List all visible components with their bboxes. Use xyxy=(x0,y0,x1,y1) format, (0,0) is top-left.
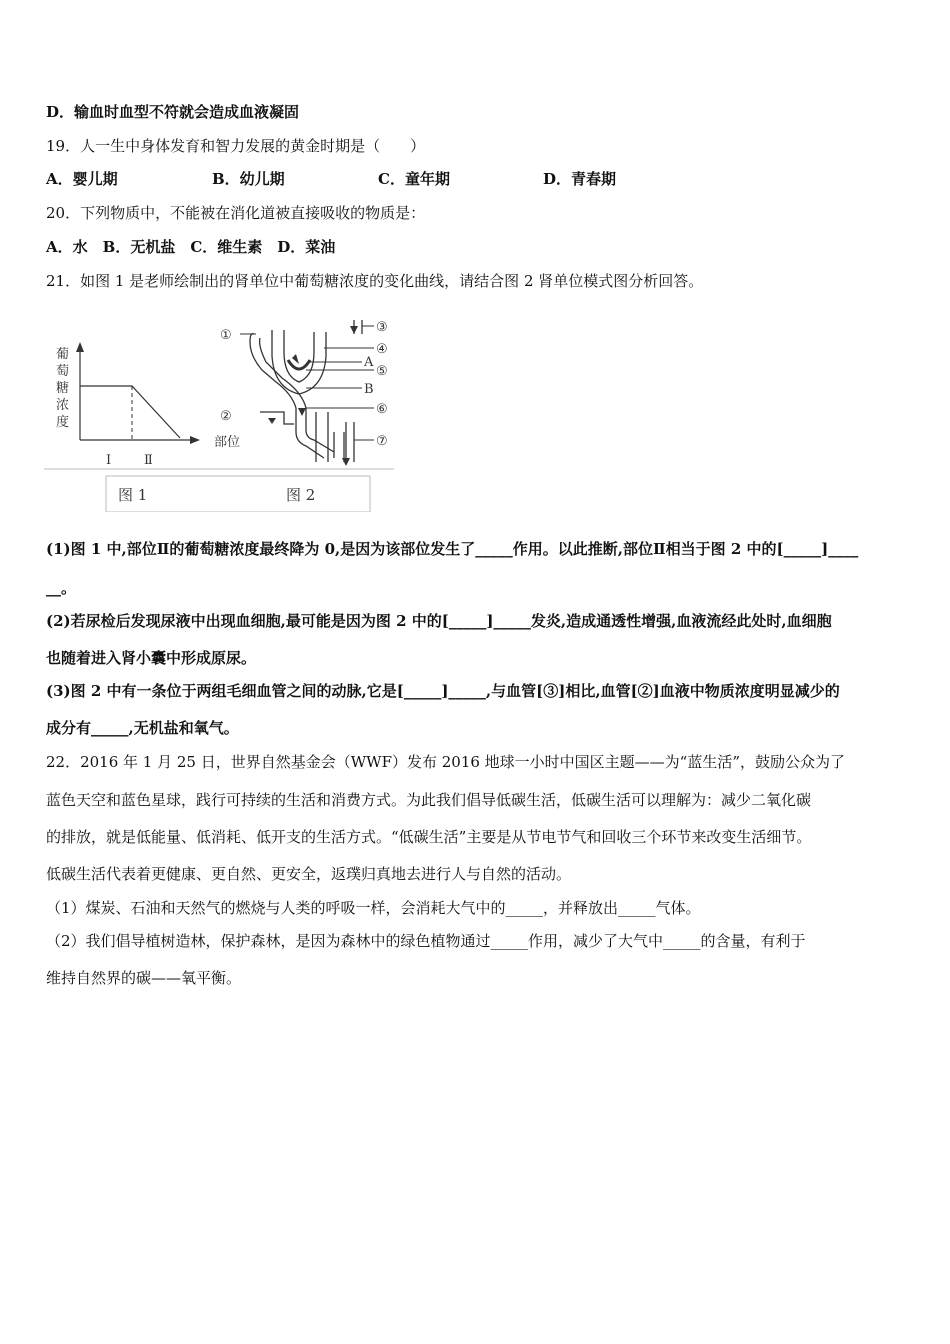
y-axis-char: 糖 xyxy=(56,381,70,396)
q22-sub2-line2: 维持自然界的碳——氧平衡。 xyxy=(46,969,242,987)
q21-sub3-line1: (3)图 2 中有一条位于两组毛细血管之间的动脉,它是[_____]_____,与血管[③]相比,血管[②]血液中物质浓度明显减少的 xyxy=(46,682,840,700)
x-label-1: Ⅰ xyxy=(106,453,112,468)
y-axis-char: 度 xyxy=(56,415,70,430)
q19-option-b: B．幼儿期 xyxy=(212,170,285,188)
q20-options: A．水 B．无机盐 C．维生素 D．菜油 xyxy=(46,238,336,256)
kidney-figure-svg xyxy=(44,312,396,512)
arrow-out xyxy=(342,458,350,466)
q21-sub2-line1: (2)若尿检后发现尿液中出现血细胞,最可能是因为图 2 中的[_____]_____发炎,造成通透性增强,血液流经此处时,血细胞 xyxy=(46,612,832,630)
q21-sub2-line2: 也随着进入肾小囊中形成原尿。 xyxy=(46,649,257,667)
q22-line3: 的排放，就是低能量、低消耗、低开支的生活方式。“低碳生活”主要是从节电节气和回收三个环节来改变生活细节。 xyxy=(46,828,812,846)
kidney-figure xyxy=(44,312,396,512)
arrow-vessel xyxy=(268,418,276,424)
glomerulus xyxy=(288,360,310,369)
q19-option-d: D．青春期 xyxy=(543,170,617,188)
marker-4: ④ xyxy=(376,342,388,357)
question-21: 21．如图 1 是老师绘制出的肾单位中葡萄糖浓度的变化曲线，请结合图 2 肾单位模式图分析回答。 xyxy=(46,272,704,290)
caption-figure-2: 图 2 xyxy=(286,486,316,504)
caption-figure-1: 图 1 xyxy=(118,486,148,504)
q22-line1: 22．2016 年 1 月 25 日，世界自然基金会（WWF）发布 2016 地球一小时中国区主题——为“蓝生活”，鼓励公众为了 xyxy=(46,753,846,771)
glucose-curve xyxy=(80,386,180,438)
renal-vein xyxy=(346,422,354,462)
letter-b: B xyxy=(364,382,374,397)
q22-sub2-line1: （2）我们倡导植树造林，保护森林，是因为森林中的绿色植物通过_____作用，减少了大气中_____的含量，有利于 xyxy=(46,932,806,950)
x-axis-arrow xyxy=(190,436,200,444)
marker-7: ⑦ xyxy=(376,434,388,449)
efferent-vessel xyxy=(260,412,294,424)
question-20: 20．下列物质中，不能被在消化道被直接吸收的物质是： xyxy=(46,204,426,222)
arrow-glomerulus xyxy=(292,354,299,364)
marker-5: ⑤ xyxy=(376,364,388,379)
nephron-diagram xyxy=(250,320,362,462)
q22-line2: 蓝色天空和蓝色星球，践行可持续的生活和消费方式。为此我们倡导低碳生活，低碳生活可以理解为：减少二氧化碳 xyxy=(46,791,812,809)
marker-1: ① xyxy=(220,328,232,343)
x-label-2: Ⅱ xyxy=(144,453,153,468)
letter-a: A xyxy=(364,355,374,370)
part-label: 部位 xyxy=(214,435,241,450)
y-axis-char: 浓 xyxy=(56,398,70,413)
q21-sub3-line2: 成分有_____,无机盐和氧气。 xyxy=(46,719,239,737)
arrow-down xyxy=(350,326,358,334)
q19-option-a: A．婴儿期 xyxy=(46,170,118,188)
q22-sub1: （1）煤炭、石油和天然气的燃烧与人类的呼吸一样，会消耗大气中的_____，并释放出_____气体。 xyxy=(46,899,701,917)
capsule-inner xyxy=(284,330,314,382)
question-19: 19．人一生中身体发育和智力发展的黄金时期是（ ） xyxy=(46,137,426,155)
y-axis-arrow xyxy=(76,342,84,352)
marker-2: ② xyxy=(220,409,232,424)
y-axis-char: 葡 xyxy=(56,347,70,362)
q18-option-d: D．输血时血型不符就会造成血液凝固 xyxy=(46,103,300,121)
q19-options xyxy=(46,169,906,189)
marker-6: ⑥ xyxy=(376,402,388,417)
glucose-graph xyxy=(56,342,200,468)
y-axis-char: 萄 xyxy=(56,364,70,379)
q19-option-c: C．童年期 xyxy=(378,170,450,188)
collecting-duct-2 xyxy=(334,432,344,462)
arrow-tubule xyxy=(298,408,306,416)
marker-3: ③ xyxy=(376,320,388,335)
q21-sub1-line1: (1)图 1 中,部位Ⅱ的葡萄糖浓度最终降为 0,是因为该部位发生了_____作用。以此推断,部位Ⅱ相当于图 2 中的[_____]____ xyxy=(46,540,859,558)
q21-sub1-line2: __。 xyxy=(46,579,77,597)
q22-line4: 低碳生活代表着更健康、更自然、更安全，返璞归真地去进行人与自然的活动。 xyxy=(46,865,572,883)
